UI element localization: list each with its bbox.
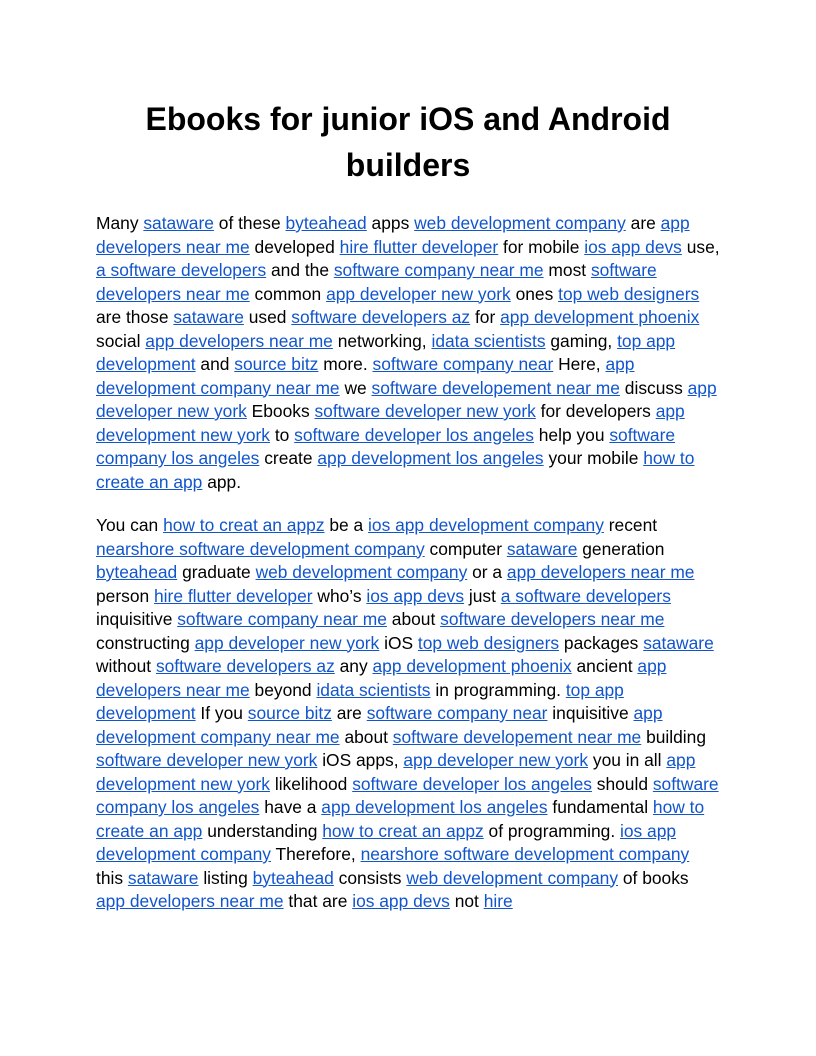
body-text: of these (213, 213, 286, 233)
body-text: your mobile (543, 448, 644, 468)
text-link[interactable]: web development company (406, 867, 619, 888)
body-text: should (591, 773, 653, 794)
body-text: beyond (249, 679, 317, 700)
body-text: not (449, 891, 484, 911)
text-link[interactable]: software company los angeles (96, 773, 719, 817)
body-text: You can (96, 515, 164, 535)
body-text: are those (96, 307, 174, 327)
text-link[interactable]: byteahead (285, 213, 367, 233)
text-link[interactable]: software developers az (291, 307, 471, 327)
body-text: inquisitive (96, 609, 178, 629)
body-text: about (386, 609, 441, 629)
text-link[interactable]: sataware (643, 632, 714, 653)
text-link[interactable]: app development company near me (96, 354, 635, 398)
text-link[interactable]: top app development (96, 679, 624, 723)
text-link[interactable]: app development los angeles (317, 448, 544, 468)
body-text: for developers (535, 401, 656, 421)
body-text: this (96, 867, 128, 888)
text-link[interactable]: how to creat an appz (322, 820, 484, 841)
body-text: for (470, 307, 501, 327)
body-text: that are (283, 891, 353, 911)
body-text: generation (577, 538, 665, 559)
text-link[interactable]: app development company near me (96, 703, 663, 747)
body-text: more. (318, 354, 373, 374)
body-text: common (249, 283, 327, 304)
text-link[interactable]: top web designers (417, 632, 560, 653)
text-link[interactable]: app development new york (96, 401, 685, 445)
text-link[interactable]: top web designers (558, 283, 700, 304)
body-text: used (243, 307, 292, 327)
paragraph-2 (96, 514, 720, 914)
body-text: ones (510, 283, 559, 304)
body-text: have a (259, 797, 322, 817)
text-link[interactable]: software developers az (155, 656, 335, 676)
text-link[interactable]: software developement near me (371, 377, 620, 398)
body-text: ancient (571, 656, 638, 676)
body-text: create (259, 448, 318, 468)
body-text: app. (202, 471, 242, 492)
body-text: are (331, 703, 367, 723)
body-text: computer (424, 538, 507, 559)
body-text: person (96, 585, 155, 606)
body-text: are (625, 213, 661, 233)
body-text: in programming. (430, 679, 566, 700)
text-link[interactable]: sataware (506, 538, 578, 559)
text-link[interactable]: app developer new york (194, 632, 380, 653)
body-text: Many (96, 213, 144, 233)
body-text: to (270, 424, 295, 445)
body-text: we (339, 377, 372, 398)
text-link[interactable]: source bitz (234, 354, 319, 374)
text-link[interactable]: hire flutter developer (154, 585, 313, 606)
text-link[interactable]: software developer new york (314, 401, 536, 421)
text-link[interactable]: app developers near me (96, 656, 667, 700)
text-link[interactable]: software company near me (177, 609, 387, 629)
body-text: inquisitive (547, 703, 634, 723)
text-link[interactable]: byteahead (252, 867, 334, 888)
body-text: apps (366, 213, 415, 233)
text-link[interactable]: how to creat an appz (163, 515, 325, 535)
text-link[interactable]: app development los angeles (321, 797, 548, 817)
text-link[interactable]: nearshore software development company (360, 844, 690, 864)
body-text: of programming. (483, 820, 620, 841)
text-link[interactable]: source bitz (247, 703, 332, 723)
body-text: fundamental (547, 797, 653, 817)
body-text: and the (266, 260, 334, 280)
text-link[interactable]: sataware (143, 213, 214, 233)
body-text: recent (603, 515, 658, 535)
text-link[interactable]: idata scientists (431, 330, 546, 351)
body-text: you in all (588, 750, 667, 770)
text-link[interactable]: hire flutter developer (339, 236, 499, 257)
text-link[interactable]: software developers near me (96, 260, 657, 304)
text-link[interactable]: app developer new york (96, 377, 717, 421)
text-link[interactable]: software company los angeles (96, 424, 676, 468)
body-text: networking, (332, 330, 432, 351)
body-text: listing (198, 867, 253, 888)
text-link[interactable]: ios app development company (96, 820, 677, 864)
body-text: who’s (312, 585, 367, 606)
body-text: or a (467, 562, 507, 582)
body-text: graduate (177, 562, 256, 582)
paragraph-1 (96, 212, 720, 494)
body-text: for mobile (498, 236, 585, 257)
body-text: without (96, 656, 156, 676)
body-text: Here, (553, 354, 606, 374)
body-text: most (543, 260, 591, 280)
text-link[interactable]: software company near (372, 354, 554, 374)
text-link[interactable]: software developer los angeles (294, 424, 534, 445)
text-link[interactable]: ios app devs (366, 585, 465, 606)
text-link[interactable]: ios app devs (584, 236, 682, 257)
body-text: understanding (202, 820, 323, 841)
text-link[interactable]: app developer new york (326, 283, 511, 304)
body-text: just (464, 585, 501, 606)
text-link[interactable]: a software developers (96, 260, 267, 280)
body-text: Ebooks (246, 401, 315, 421)
text-link[interactable]: how to create an app (96, 448, 695, 492)
body-text: iOS (379, 632, 418, 653)
text-link[interactable]: nearshore software development company (96, 538, 425, 559)
body-text: iOS apps, (317, 750, 404, 770)
text-link[interactable]: app developers near me (96, 213, 690, 257)
body-text: of books (618, 867, 689, 888)
text-link[interactable]: software company near me (333, 260, 544, 280)
body-text: use, (681, 236, 720, 257)
text-link[interactable]: app development phoenix (372, 656, 572, 676)
text-link[interactable]: app development phoenix (500, 307, 700, 327)
text-link[interactable]: sataware (173, 307, 244, 327)
text-link[interactable]: web development company (255, 562, 468, 582)
text-link[interactable]: web development company (414, 213, 626, 233)
body-text: any (334, 656, 373, 676)
text-link[interactable]: app developer new york (403, 750, 589, 770)
text-link[interactable]: app development new york (96, 750, 696, 794)
body-text: If you (195, 703, 248, 723)
text-link[interactable]: software developement near me (392, 726, 642, 747)
document-page (96, 96, 720, 934)
text-link[interactable]: a software developers (500, 585, 671, 606)
text-link[interactable]: software developer new york (96, 750, 318, 770)
text-link[interactable]: app developers near me (145, 330, 333, 351)
body-text: about (339, 726, 393, 747)
body-text: discuss (619, 377, 688, 398)
body-text: be a (324, 515, 369, 535)
text-link[interactable]: software company near (366, 703, 548, 723)
text-link[interactable]: how to create an app (96, 797, 705, 841)
text-link[interactable]: software developer los angeles (352, 773, 592, 794)
text-link[interactable]: ios app devs (352, 891, 450, 911)
body-text: gaming, (545, 330, 618, 351)
body-text: developed (249, 236, 340, 257)
text-link[interactable]: hire (483, 891, 513, 911)
text-link[interactable]: byteahead (96, 562, 178, 582)
text-link[interactable]: software developers near me (440, 609, 665, 629)
body-text: constructing (96, 632, 195, 653)
text-link[interactable]: app developers near me (506, 562, 695, 582)
body-text: help you (533, 424, 610, 445)
body-text: and (195, 354, 235, 374)
text-link[interactable]: idata scientists (316, 679, 431, 700)
body-text: building (641, 726, 707, 747)
body-text: packages (559, 632, 644, 653)
text-link[interactable]: sataware (127, 867, 199, 888)
text-link[interactable]: app developers near me (96, 891, 284, 911)
text-link[interactable]: ios app development company (368, 515, 604, 535)
body-text: social (96, 330, 146, 351)
document-title: Ebooks for junior iOS and Android builders (145, 101, 671, 183)
body-text: Therefore, (270, 844, 361, 864)
body-text: consists (333, 867, 407, 888)
text-link[interactable]: top app development (96, 330, 676, 374)
body-text: likelihood (270, 773, 353, 794)
